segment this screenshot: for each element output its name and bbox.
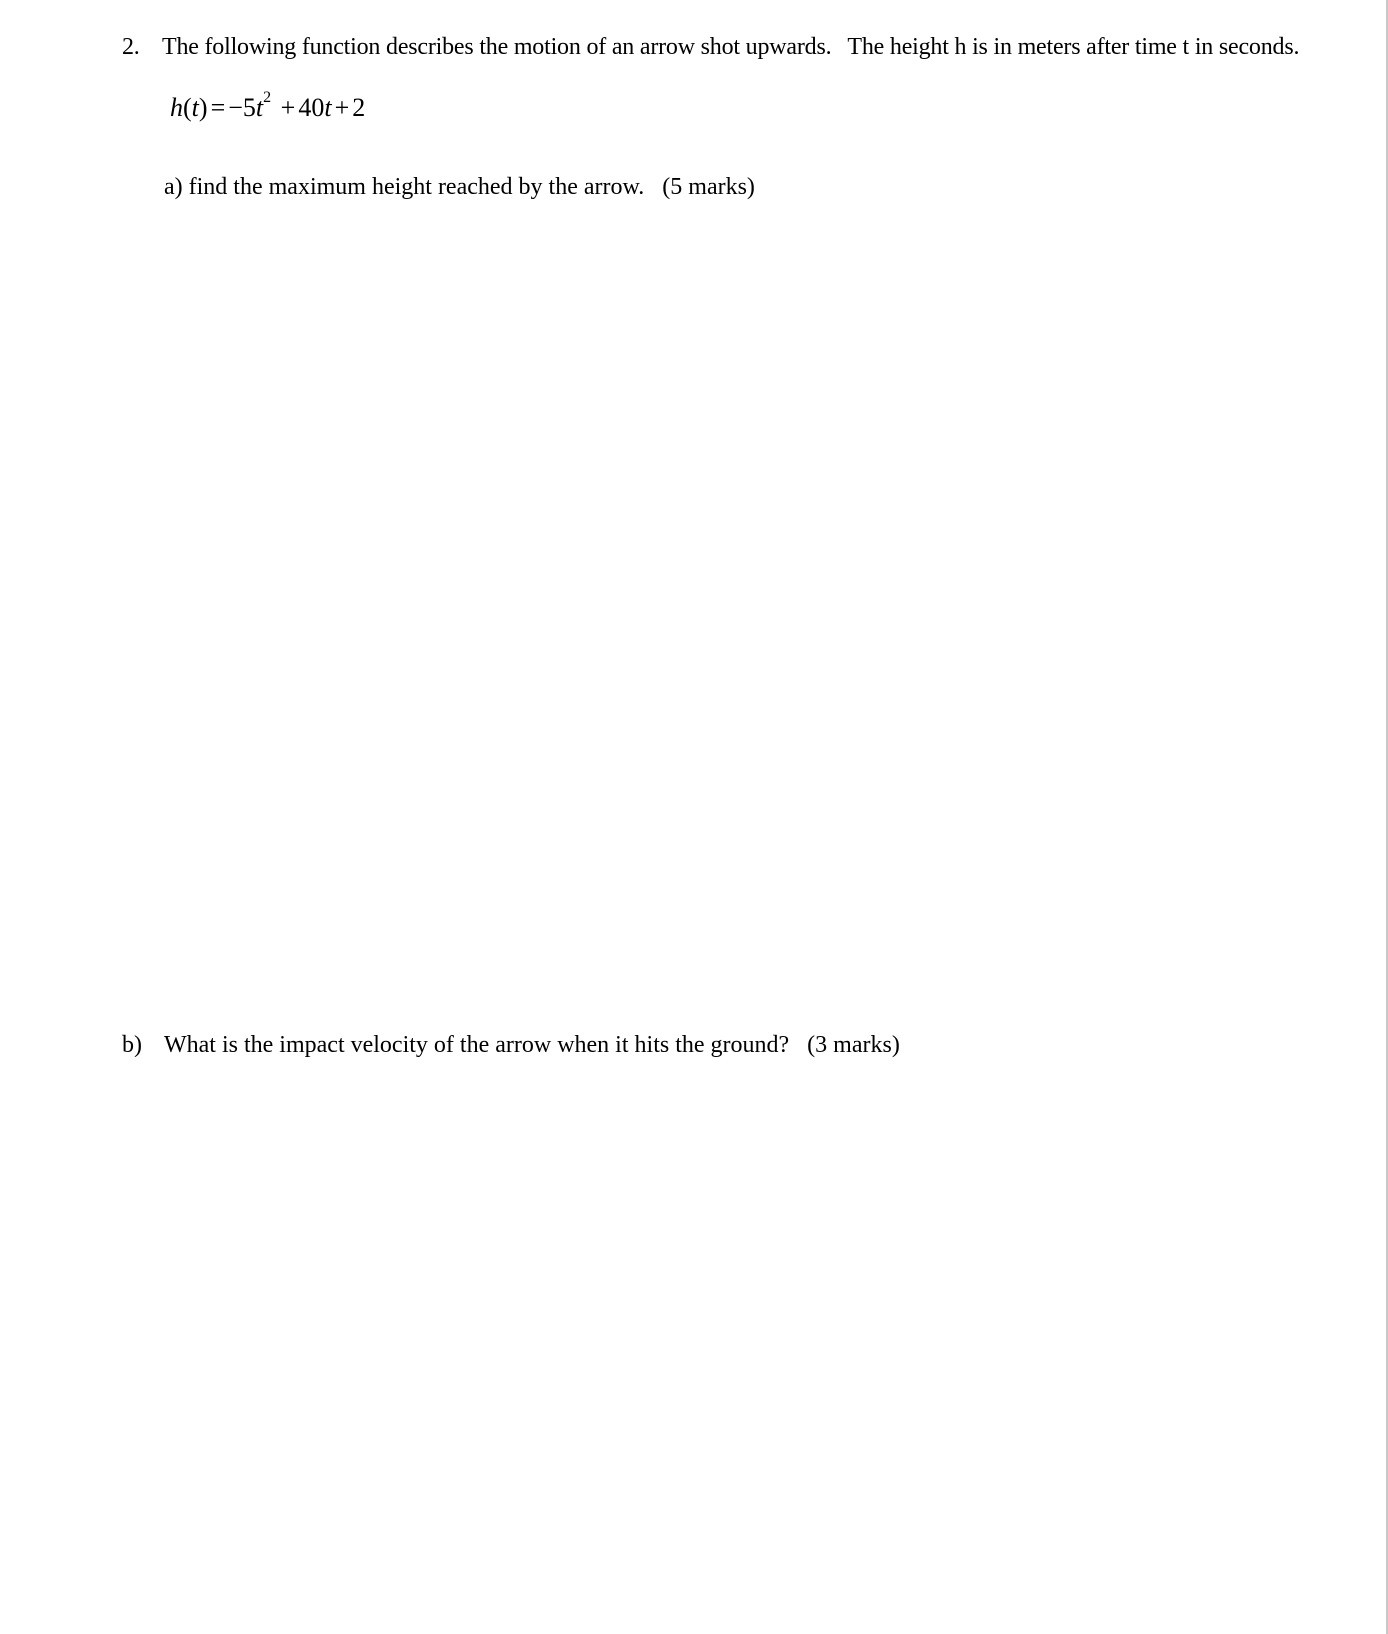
eq-constant: 2 — [352, 93, 366, 122]
question-number: 2. — [122, 34, 140, 60]
eq-function-var: t — [191, 93, 199, 122]
eq-function-name: h — [170, 93, 183, 122]
eq-term1-var: t — [255, 93, 264, 122]
part-b-label: b) — [122, 1032, 142, 1058]
part-b-text: What is the impact velocity of the arrow when it hits the ground? — [164, 1032, 790, 1058]
height-function-equation: $h(t) = -5t^2 + 40t + 2$ — [170, 89, 366, 122]
eq-plus-1: + — [280, 93, 296, 122]
eq-term1-coef: −5 — [228, 93, 256, 122]
part-b-marks: (3 marks) — [807, 1032, 900, 1058]
question-text-units: The height h is in meters after time t in seconds. — [847, 34, 1300, 60]
part-b-prompt — [122, 1030, 900, 1060]
part-a-text: a) find the maximum height reached by the arrow. — [164, 174, 645, 200]
eq-term1-exponent: 2 — [263, 89, 272, 107]
part-a-marks: (5 marks) — [662, 174, 755, 200]
part-a-prompt — [164, 172, 755, 202]
question-text: The following function describes the motion of an arrow shot upwards. — [162, 34, 832, 60]
question-2 — [122, 32, 1299, 62]
eq-term2-var: t — [324, 93, 332, 122]
eq-equals: = — [210, 93, 226, 122]
eq-plus-2: + — [334, 93, 350, 122]
eq-term2-coef: 40 — [298, 93, 325, 122]
